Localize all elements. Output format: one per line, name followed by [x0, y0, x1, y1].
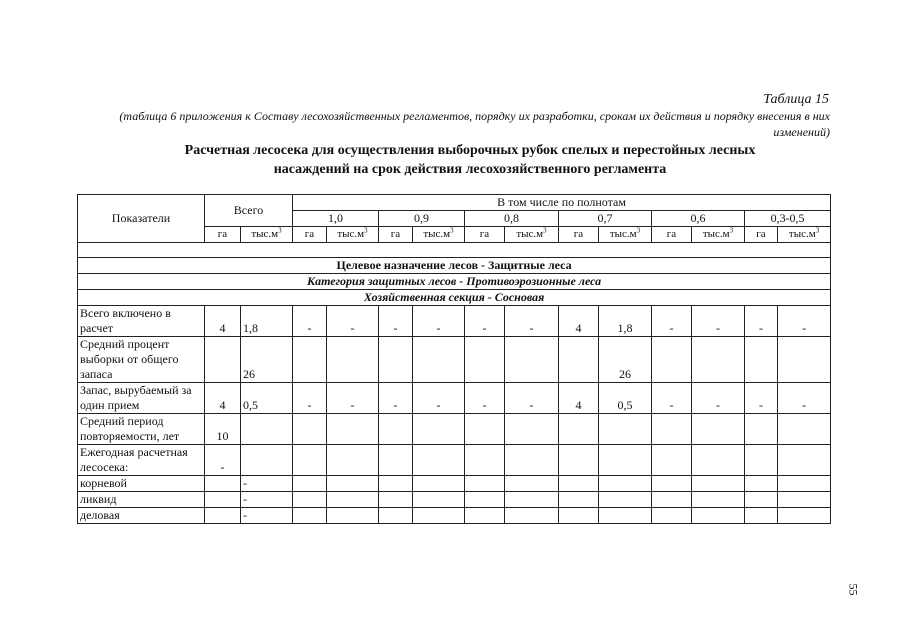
table-cell — [465, 445, 505, 476]
unit-superscript: 3 — [543, 226, 547, 235]
table-row — [78, 383, 831, 414]
table-cell — [559, 337, 599, 383]
table-cell — [559, 492, 599, 508]
table-cell: 4 — [559, 383, 599, 414]
row-label: Всего включено в расчет — [78, 306, 205, 337]
table-cell — [327, 508, 379, 524]
table-cell: - — [652, 383, 692, 414]
spacer-row — [78, 243, 831, 258]
table-cell — [599, 492, 652, 508]
table-cell — [327, 337, 379, 383]
row-label: Запас, вырубаемый за один прием — [78, 383, 205, 414]
table-cell — [205, 508, 241, 524]
table-cell — [599, 414, 652, 445]
table-cell: 10 — [205, 414, 241, 445]
table-cell: - — [241, 508, 293, 524]
table-cell — [379, 492, 413, 508]
table-cell: - — [465, 306, 505, 337]
table-cell — [465, 492, 505, 508]
section-row — [78, 290, 831, 306]
table-cell — [599, 445, 652, 476]
table-cell — [778, 492, 831, 508]
table-cell — [745, 445, 778, 476]
table-cell — [327, 476, 379, 492]
table-cell — [465, 476, 505, 492]
unit-text: тыс.м — [609, 228, 637, 240]
header-density: 0,7 — [559, 211, 652, 227]
table-cell — [505, 476, 559, 492]
table-cell — [652, 492, 692, 508]
table-cell — [745, 476, 778, 492]
table-header — [78, 195, 831, 243]
table-cell — [293, 492, 327, 508]
header-density: 1,0 — [293, 211, 379, 227]
table-cell — [465, 508, 505, 524]
unit-text: тыс.м — [788, 228, 816, 240]
header-indicators: Показатели — [78, 195, 205, 243]
table-cell — [652, 476, 692, 492]
table-cell — [559, 476, 599, 492]
table-cell — [241, 414, 293, 445]
table-cell: - — [241, 492, 293, 508]
unit-ha: га — [652, 227, 692, 243]
table-note: (таблица 6 приложения к Составу лесохозяйственных регламентов, порядку их разработки, срокам их действия и порядку внесения в них изменений) — [119, 109, 830, 139]
unit-thousand-m3 — [505, 227, 559, 243]
table-cell — [559, 508, 599, 524]
table-cell — [745, 492, 778, 508]
table-cell — [293, 508, 327, 524]
row-label: Ежегодная расчетная лесосека: — [78, 445, 205, 476]
page-number: 55 — [846, 583, 861, 596]
table-cell: - — [745, 306, 778, 337]
table-cell: - — [465, 383, 505, 414]
table-cell — [559, 445, 599, 476]
table-cell: - — [327, 383, 379, 414]
table-cell: - — [327, 306, 379, 337]
table-cell — [465, 337, 505, 383]
unit-ha: га — [465, 227, 505, 243]
table-cell — [293, 337, 327, 383]
table-cell — [778, 508, 831, 524]
table-cell — [692, 337, 745, 383]
table-cell — [413, 445, 465, 476]
table-cell — [379, 445, 413, 476]
table-cell — [652, 508, 692, 524]
table-cell: - — [505, 383, 559, 414]
table-cell — [778, 445, 831, 476]
table-cell — [692, 492, 745, 508]
table-cell — [327, 492, 379, 508]
table-row — [78, 508, 831, 524]
unit-ha: га — [379, 227, 413, 243]
row-label: ликвид — [78, 492, 205, 508]
table-cell — [413, 337, 465, 383]
unit-thousand-m3 — [327, 227, 379, 243]
unit-thousand-m3 — [413, 227, 465, 243]
table-cell — [205, 337, 241, 383]
table-cell — [205, 492, 241, 508]
header-total: Всего — [205, 195, 293, 227]
table-cell — [652, 337, 692, 383]
document-title — [120, 141, 820, 179]
unit-text: тыс.м — [337, 228, 365, 240]
table-cell: - — [692, 383, 745, 414]
table-cell — [692, 508, 745, 524]
table-cell — [692, 414, 745, 445]
table-cell — [599, 476, 652, 492]
table-cell: - — [745, 383, 778, 414]
table-cell — [205, 476, 241, 492]
section-row — [78, 258, 831, 274]
unit-text: тыс.м — [423, 228, 451, 240]
unit-ha: га — [559, 227, 599, 243]
table-row — [78, 337, 831, 383]
table-cell — [379, 337, 413, 383]
section-title: Хозяйственная секция - Сосновая — [78, 290, 831, 306]
table-cell — [559, 414, 599, 445]
table-cell — [505, 337, 559, 383]
unit-text: тыс.м — [702, 228, 730, 240]
header-density: 0,3-0,5 — [745, 211, 831, 227]
table-cell: - — [778, 306, 831, 337]
table-cell — [293, 445, 327, 476]
unit-thousand-m3 — [692, 227, 745, 243]
unit-superscript: 3 — [450, 226, 454, 235]
table-cell — [505, 414, 559, 445]
table-cell: 4 — [559, 306, 599, 337]
table-cell — [652, 445, 692, 476]
header-including: В том числе по полнотам — [293, 195, 831, 211]
table-cell — [778, 476, 831, 492]
table-cell: 4 — [205, 306, 241, 337]
table-row — [78, 306, 831, 337]
table-cell — [379, 508, 413, 524]
unit-text: тыс.м — [516, 228, 544, 240]
spacer-cell — [78, 243, 831, 258]
table-cell: - — [293, 306, 327, 337]
table-cell — [413, 492, 465, 508]
section-title: Категория защитных лесов - Противоэрозионные леса — [78, 274, 831, 290]
table-row — [78, 445, 831, 476]
table-cell — [293, 414, 327, 445]
table-cell — [599, 508, 652, 524]
unit-superscript: 3 — [729, 226, 734, 235]
table-cell: 26 — [241, 337, 293, 383]
table-label: Таблица 15 — [763, 92, 829, 107]
header-row-1 — [78, 195, 831, 211]
header-density: 0,9 — [379, 211, 465, 227]
table-cell — [241, 445, 293, 476]
table-cell: - — [241, 476, 293, 492]
table-cell: - — [413, 383, 465, 414]
table-row — [78, 476, 831, 492]
table-cell — [379, 476, 413, 492]
unit-superscript: 3 — [364, 226, 368, 235]
table-cell: - — [205, 445, 241, 476]
table-cell: - — [505, 306, 559, 337]
table-cell: 0,5 — [599, 383, 652, 414]
table-cell: 4 — [205, 383, 241, 414]
section-title: Целевое назначение лесов - Защитные леса — [78, 258, 831, 274]
table-cell: 1,8 — [599, 306, 652, 337]
table-cell: - — [379, 306, 413, 337]
table-cell — [692, 445, 745, 476]
table-cell — [413, 508, 465, 524]
table-cell: 1,8 — [241, 306, 293, 337]
unit-thousand-m3 — [778, 227, 831, 243]
table-cell — [778, 414, 831, 445]
table-cell — [327, 445, 379, 476]
table-cell — [505, 492, 559, 508]
table-cell: - — [778, 383, 831, 414]
row-label: Средний процент выборки от общего запаса — [78, 337, 205, 383]
logging-area-table — [77, 194, 831, 524]
table-cell: - — [652, 306, 692, 337]
unit-thousand-m3 — [241, 227, 293, 243]
table-cell — [652, 414, 692, 445]
table-cell — [505, 508, 559, 524]
table-cell — [379, 414, 413, 445]
table-body — [78, 243, 831, 524]
table-cell — [692, 476, 745, 492]
unit-ha: га — [293, 227, 327, 243]
table-cell — [778, 337, 831, 383]
table-cell: 26 — [599, 337, 652, 383]
table-row — [78, 414, 831, 445]
header-density: 0,8 — [465, 211, 559, 227]
title-line-1: Расчетная лесосека для осуществления выборочных рубок спелых и перестойных лесных — [184, 143, 756, 158]
table-cell: - — [692, 306, 745, 337]
unit-text: тыс.м — [251, 228, 279, 240]
table-cell: - — [293, 383, 327, 414]
unit-ha: га — [205, 227, 241, 243]
title-line-2: насаждений на срок действия лесохозяйственного регламента — [273, 162, 667, 177]
unit-superscript: 3 — [815, 226, 820, 235]
row-label: корневой — [78, 476, 205, 492]
row-label: Средний период повторяемости, лет — [78, 414, 205, 445]
unit-superscript: 3 — [278, 226, 282, 235]
unit-thousand-m3 — [599, 227, 652, 243]
header-density: 0,6 — [652, 211, 745, 227]
table-cell — [465, 414, 505, 445]
table-cell — [327, 414, 379, 445]
table-cell — [413, 414, 465, 445]
table-cell — [413, 476, 465, 492]
table-cell — [505, 445, 559, 476]
table-row — [78, 492, 831, 508]
table-cell: - — [379, 383, 413, 414]
table-cell: 0,5 — [241, 383, 293, 414]
table-cell: - — [413, 306, 465, 337]
unit-ha: га — [745, 227, 778, 243]
table-cell — [745, 337, 778, 383]
unit-superscript: 3 — [636, 226, 641, 235]
table-cell — [745, 414, 778, 445]
row-label: деловая — [78, 508, 205, 524]
table-cell — [293, 476, 327, 492]
table-cell — [745, 508, 778, 524]
section-row — [78, 274, 831, 290]
